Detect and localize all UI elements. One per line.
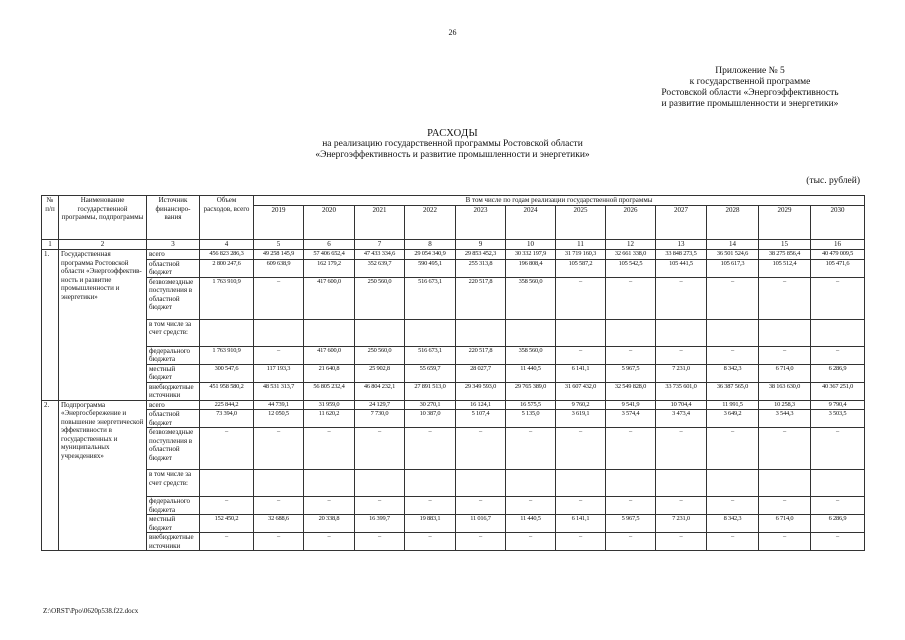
year-value: 6 286,9 <box>811 364 865 382</box>
total-value: – <box>200 497 254 515</box>
year-value: 6 141,1 <box>556 515 606 533</box>
column-index-cell: 7 <box>355 240 405 250</box>
total-value <box>200 319 254 346</box>
year-value: – <box>606 497 656 515</box>
year-value: 105 512,4 <box>759 259 811 277</box>
program-name: Государственная программа Ростовской области «Энергоэффектив-ность и развитие промышленности и энергетики» <box>59 250 147 401</box>
column-index-cell: 14 <box>707 240 759 250</box>
funding-source: всего <box>147 400 200 410</box>
year-value: – <box>759 346 811 364</box>
year-value: 30 270,1 <box>405 400 456 410</box>
year-value: 9 790,4 <box>811 400 865 410</box>
column-index-cell: 16 <box>811 240 865 250</box>
year-value: 358 560,0 <box>506 277 556 319</box>
year-value: 31 719 160,3 <box>556 250 606 260</box>
year-value: 417 600,0 <box>304 346 355 364</box>
title-main: РАСХОДЫ <box>427 128 478 139</box>
year-value: 7 231,0 <box>656 515 707 533</box>
year-value <box>759 319 811 346</box>
year-value: 11 440,5 <box>506 364 556 382</box>
year-value: 47 433 334,6 <box>355 250 405 260</box>
year-value: – <box>506 497 556 515</box>
year-value <box>304 470 355 497</box>
title-line: на реализацию государственной программы Ростовской области <box>322 139 583 149</box>
year-value <box>254 319 304 346</box>
table-row <box>42 470 865 497</box>
year-value: – <box>506 428 556 470</box>
year-value: 12 050,5 <box>254 410 304 428</box>
table-row <box>42 410 865 428</box>
year-value <box>656 470 707 497</box>
appendix-line: к государственной программе <box>689 77 811 87</box>
year-value: 10 387,0 <box>405 410 456 428</box>
year-value <box>811 470 865 497</box>
year-value: 105 542,5 <box>606 259 656 277</box>
year-value: – <box>456 428 506 470</box>
table-row <box>42 497 865 515</box>
year-value: 21 640,8 <box>304 364 355 382</box>
year-value: – <box>456 533 506 551</box>
year-value: – <box>606 533 656 551</box>
column-index-cell: 4 <box>200 240 254 250</box>
year-value: 6 714,0 <box>759 364 811 382</box>
year-value: 48 531 313,7 <box>254 382 304 400</box>
year-value: – <box>355 428 405 470</box>
year-value: 29 054 340,9 <box>405 250 456 260</box>
year-value: 7 730,0 <box>355 410 405 428</box>
year-value: 16 399,7 <box>355 515 405 533</box>
year-value: – <box>759 497 811 515</box>
year-value: 32 549 828,0 <box>606 382 656 400</box>
table-row <box>42 533 865 551</box>
year-value: – <box>606 277 656 319</box>
year-value: 31 959,0 <box>304 400 355 410</box>
year-value: – <box>606 346 656 364</box>
year-value: 29 765 389,0 <box>506 382 556 400</box>
year-value: 516 673,1 <box>405 346 456 364</box>
year-value: 5 967,5 <box>606 515 656 533</box>
year-value: – <box>304 428 355 470</box>
year-value: 590 495,1 <box>405 259 456 277</box>
column-index-cell: 9 <box>456 240 506 250</box>
year-value: 609 638,9 <box>254 259 304 277</box>
year-value <box>759 470 811 497</box>
total-value: 456 823 286,3 <box>200 250 254 260</box>
table-row <box>42 346 865 364</box>
header-year: 2019 <box>254 206 304 240</box>
year-value: 11 620,2 <box>304 410 355 428</box>
year-value: – <box>707 277 759 319</box>
total-value <box>200 470 254 497</box>
year-value: 6 141,1 <box>556 364 606 382</box>
title-line: «Энергоэффективность и развитие промышленности и энергетики» <box>315 150 590 160</box>
funding-source: всего <box>147 250 200 260</box>
year-value: 417 600,0 <box>304 277 355 319</box>
header-year: 2027 <box>656 206 707 240</box>
year-value: – <box>656 497 707 515</box>
year-value: – <box>556 277 606 319</box>
year-value: – <box>254 428 304 470</box>
year-value: – <box>759 533 811 551</box>
file-path-footer: Z:\ORST\Ppo\0620p538.f22.docx <box>43 607 139 615</box>
year-value: 40 479 009,5 <box>811 250 865 260</box>
year-value: – <box>254 346 304 364</box>
total-value: 300 547,6 <box>200 364 254 382</box>
year-value: 516 673,1 <box>405 277 456 319</box>
year-value: 11 440,5 <box>506 515 556 533</box>
year-value: 358 560,0 <box>506 346 556 364</box>
year-value: – <box>759 428 811 470</box>
year-value: 5 135,0 <box>506 410 556 428</box>
year-value: – <box>556 533 606 551</box>
total-value: – <box>200 428 254 470</box>
year-value: 3 503,5 <box>811 410 865 428</box>
header-num: № п/п <box>42 196 59 240</box>
year-value <box>456 470 506 497</box>
funding-source: в том числе за счет средств: <box>147 319 200 346</box>
total-value: 2 800 247,6 <box>200 259 254 277</box>
year-value: 32 688,6 <box>254 515 304 533</box>
header-year: 2023 <box>456 206 506 240</box>
column-index-cell: 12 <box>606 240 656 250</box>
year-value: 46 804 232,1 <box>355 382 405 400</box>
table-row <box>42 382 865 400</box>
year-value: 33 735 601,0 <box>656 382 707 400</box>
program-name: Подпрограмма «Энергосбережение и повышение энергетической эффективности в государственных и муниципальных учреждениях» <box>59 400 147 551</box>
header-year: 2020 <box>304 206 355 240</box>
year-value: 3 473,4 <box>656 410 707 428</box>
year-value: 105 617,3 <box>707 259 759 277</box>
column-index-cell: 10 <box>506 240 556 250</box>
year-value: 250 560,0 <box>355 277 405 319</box>
column-index-cell: 8 <box>405 240 456 250</box>
year-value: 40 367 251,0 <box>811 382 865 400</box>
table-row <box>42 364 865 382</box>
year-value: – <box>254 277 304 319</box>
year-value: – <box>556 497 606 515</box>
year-value: – <box>355 497 405 515</box>
year-value: – <box>811 277 865 319</box>
year-value: – <box>656 346 707 364</box>
header-year: 2022 <box>405 206 456 240</box>
year-value: – <box>707 533 759 551</box>
year-value: 196 808,4 <box>506 259 556 277</box>
header-year: 2029 <box>759 206 811 240</box>
header-year: 2025 <box>556 206 606 240</box>
year-value: 20 338,8 <box>304 515 355 533</box>
year-value: 29 349 593,0 <box>456 382 506 400</box>
funding-source: в том числе за счет средств: <box>147 470 200 497</box>
year-value: 11 016,7 <box>456 515 506 533</box>
column-index-cell: 6 <box>304 240 355 250</box>
total-value: 225 844,2 <box>200 400 254 410</box>
year-value: 3 619,1 <box>556 410 606 428</box>
table-row <box>42 428 865 470</box>
year-value: 250 560,0 <box>355 346 405 364</box>
year-value: – <box>304 533 355 551</box>
year-value: 3 544,3 <box>759 410 811 428</box>
year-value: 8 342,3 <box>707 515 759 533</box>
year-value: – <box>811 346 865 364</box>
year-value: – <box>254 533 304 551</box>
header-year: 2026 <box>606 206 656 240</box>
total-value: 1 763 910,9 <box>200 346 254 364</box>
year-value: 19 883,1 <box>405 515 456 533</box>
year-value: – <box>506 533 556 551</box>
year-value: – <box>556 428 606 470</box>
year-value: 36 387 565,0 <box>707 382 759 400</box>
table-row <box>42 515 865 533</box>
year-value: 57 406 652,4 <box>304 250 355 260</box>
total-value: – <box>200 533 254 551</box>
year-value: 36 501 524,6 <box>707 250 759 260</box>
funding-source: федерального бюджета <box>147 497 200 515</box>
year-value: 5 967,5 <box>606 364 656 382</box>
year-value: – <box>707 428 759 470</box>
year-value: 162 179,2 <box>304 259 355 277</box>
year-value: 27 891 513,0 <box>405 382 456 400</box>
column-index-cell: 2 <box>59 240 147 250</box>
year-value <box>405 470 456 497</box>
year-value <box>506 470 556 497</box>
year-value: – <box>304 497 355 515</box>
year-value: 8 342,3 <box>707 364 759 382</box>
year-value: 24 129,7 <box>355 400 405 410</box>
year-value: 105 471,6 <box>811 259 865 277</box>
year-value: 31 607 432,0 <box>556 382 606 400</box>
header-year: 2028 <box>707 206 759 240</box>
year-value: 3 649,2 <box>707 410 759 428</box>
year-value <box>811 319 865 346</box>
header-year: 2030 <box>811 206 865 240</box>
table-row <box>42 277 865 319</box>
year-value: – <box>656 533 707 551</box>
year-value: 3 574,4 <box>606 410 656 428</box>
year-value: 29 853 452,3 <box>456 250 506 260</box>
year-value <box>254 470 304 497</box>
header-years-group: В том числе по годам реализации государственной программы <box>254 196 865 206</box>
table-row <box>42 259 865 277</box>
table-row <box>42 319 865 346</box>
expenditure-table <box>41 195 865 551</box>
year-value: 38 163 630,0 <box>759 382 811 400</box>
year-value <box>506 319 556 346</box>
year-value <box>707 470 759 497</box>
year-value <box>606 319 656 346</box>
year-value: – <box>656 428 707 470</box>
year-value: 32 661 338,0 <box>606 250 656 260</box>
year-value <box>656 319 707 346</box>
year-value: 7 231,0 <box>656 364 707 382</box>
appendix-line: и развитие промышленности и энергетики» <box>661 99 839 109</box>
year-value: 105 587,2 <box>556 259 606 277</box>
document-title <box>0 128 905 161</box>
year-value <box>606 470 656 497</box>
year-value: 352 639,7 <box>355 259 405 277</box>
header-total: Объем расходов, всего <box>200 196 254 240</box>
header-name: Наименование государственной программы, подпрограммы <box>59 196 147 240</box>
column-index-cell: 5 <box>254 240 304 250</box>
year-value: – <box>456 497 506 515</box>
year-value: 10 258,3 <box>759 400 811 410</box>
year-value: – <box>811 428 865 470</box>
year-value: 56 805 232,4 <box>304 382 355 400</box>
year-value: – <box>656 277 707 319</box>
year-value <box>556 319 606 346</box>
year-value <box>556 470 606 497</box>
year-value: – <box>254 497 304 515</box>
year-value: 30 332 197,9 <box>506 250 556 260</box>
funding-source: областной бюджет <box>147 410 200 428</box>
year-value: – <box>405 428 456 470</box>
year-value <box>405 319 456 346</box>
year-value: – <box>707 497 759 515</box>
year-value: 25 902,8 <box>355 364 405 382</box>
year-value: – <box>707 346 759 364</box>
total-value: 1 763 910,9 <box>200 277 254 319</box>
table-row <box>42 250 865 260</box>
year-value: 38 275 856,4 <box>759 250 811 260</box>
column-index-cell: 1 <box>42 240 59 250</box>
funding-source: безвозмездные поступления в областной бюджет <box>147 277 200 319</box>
year-value: 9 760,2 <box>556 400 606 410</box>
appendix-header <box>635 66 865 110</box>
header-source: Источник финансиро-вания <box>147 196 200 240</box>
year-value: 220 517,8 <box>456 346 506 364</box>
total-value: 451 958 580,2 <box>200 382 254 400</box>
year-value: – <box>355 533 405 551</box>
funding-source: местный бюджет <box>147 364 200 382</box>
year-value: – <box>811 497 865 515</box>
year-value: 6 714,0 <box>759 515 811 533</box>
year-value <box>304 319 355 346</box>
funding-source: местный бюджет <box>147 515 200 533</box>
column-index-cell: 11 <box>556 240 606 250</box>
year-value: – <box>405 533 456 551</box>
year-value: 105 441,5 <box>656 259 707 277</box>
year-value: 6 286,9 <box>811 515 865 533</box>
year-value: 117 193,3 <box>254 364 304 382</box>
section-number: 1. <box>42 250 59 401</box>
funding-source: областной бюджет <box>147 259 200 277</box>
year-value: 11 991,5 <box>707 400 759 410</box>
funding-source: внебюджетные источники <box>147 533 200 551</box>
year-value: 44 739,1 <box>254 400 304 410</box>
year-value: 220 517,8 <box>456 277 506 319</box>
year-value: 49 258 145,9 <box>254 250 304 260</box>
year-value: – <box>556 346 606 364</box>
table-row <box>42 400 865 410</box>
year-value: 55 659,7 <box>405 364 456 382</box>
total-value: 73 394,0 <box>200 410 254 428</box>
year-value: – <box>759 277 811 319</box>
year-value <box>707 319 759 346</box>
year-value <box>355 319 405 346</box>
year-value <box>456 319 506 346</box>
section-number: 2. <box>42 400 59 551</box>
year-value: – <box>405 497 456 515</box>
year-value: 5 107,4 <box>456 410 506 428</box>
total-value: 152 450,2 <box>200 515 254 533</box>
funding-source: безвозмездные поступления в областной бюджет <box>147 428 200 470</box>
year-value: 10 704,4 <box>656 400 707 410</box>
funding-source: федерального бюджета <box>147 346 200 364</box>
column-index-cell: 15 <box>759 240 811 250</box>
year-value: – <box>811 533 865 551</box>
page-number: 26 <box>448 28 457 37</box>
appendix-line: Приложение № 5 <box>715 66 785 76</box>
funding-source: внебюджетные источники <box>147 382 200 400</box>
column-index-cell: 3 <box>147 240 200 250</box>
column-index-cell: 13 <box>656 240 707 250</box>
units-label: (тыс. рублей) <box>806 176 860 186</box>
year-value: 9 541,9 <box>606 400 656 410</box>
year-value: 16 575,5 <box>506 400 556 410</box>
appendix-line: Ростовской области «Энергоэффективность <box>661 88 839 98</box>
year-value <box>355 470 405 497</box>
header-year: 2021 <box>355 206 405 240</box>
year-value: 16 124,1 <box>456 400 506 410</box>
year-value: – <box>606 428 656 470</box>
year-value: 33 848 273,5 <box>656 250 707 260</box>
header-year: 2024 <box>506 206 556 240</box>
year-value: 28 027,7 <box>456 364 506 382</box>
year-value: 255 313,8 <box>456 259 506 277</box>
